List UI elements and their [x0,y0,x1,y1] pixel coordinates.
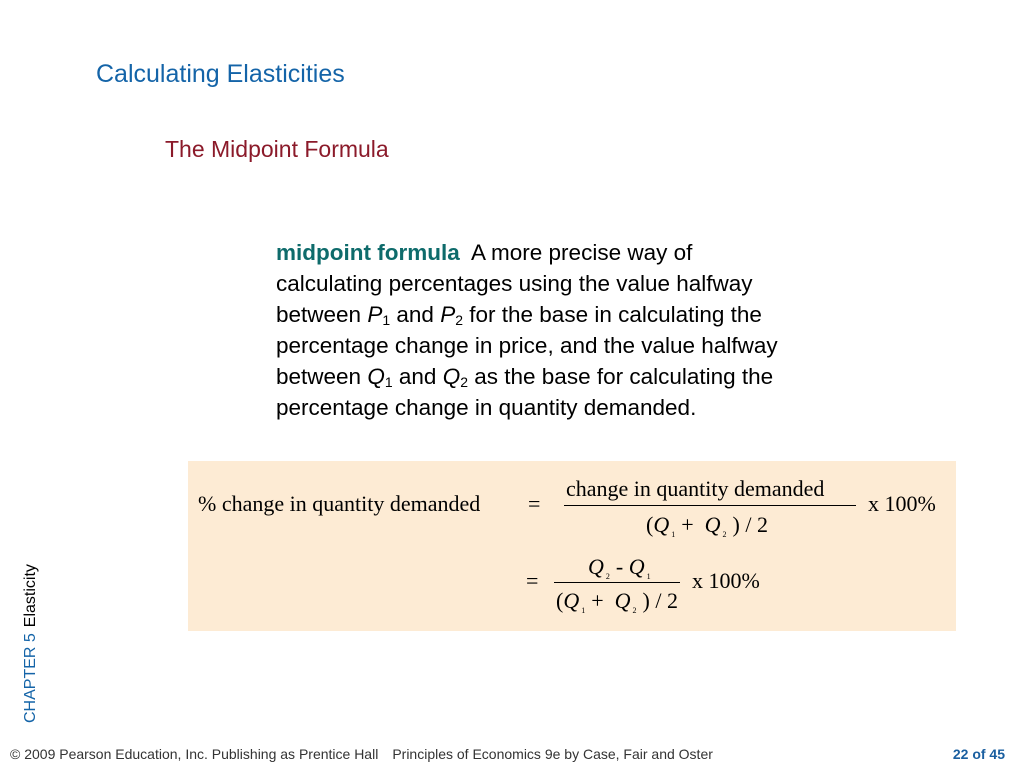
formula-numerator-1: change in quantity demanded [566,476,825,501]
definition-line-5-end: as the base for calculating the [468,364,774,389]
p-subscript-2: 2 [455,312,463,328]
footer-book-title: Principles of Economics 9e by Case, Fair and Oster [392,746,713,762]
definition-line-4: percentage change in price, and the value halfway [276,333,778,358]
definition-and-2: and [392,364,443,389]
page-number: 22 of 45 [952,746,1005,762]
slide-title: Calculating Elasticities [96,60,345,88]
p-subscript-1: 1 [382,312,391,328]
formula-times-1: x 100% [868,491,936,516]
footer-copyright: © 2009 Pearson Education, Inc. Publishing as Prentice Hall [10,746,379,762]
definition-line-3-end: for the base in calculating the [463,302,762,327]
fraction-bar-2 [554,582,680,583]
footer [10,746,713,762]
chapter-label: CHAPTER 5 [22,633,39,723]
definition-line-2: calculating percentages using the value halfway [276,271,753,296]
formula-denominator-2: (Q $_1$ + Q $_2$ ) / 2 [556,588,678,615]
definition-and-1: and [390,302,441,327]
definition-paragraph [276,237,866,423]
fraction-bar-1 [564,505,856,506]
formula-denominator-1: (Q $_1$ + Q $_2$ ) / 2 [646,512,768,539]
chapter-sidebar [22,564,40,723]
definition-line-3-start: between [276,302,368,327]
slide-subtitle: The Midpoint Formula [165,136,389,162]
formula-times-2: x 100% [692,568,760,593]
p-symbol-2: P [440,302,456,327]
formula-equals-2: = [526,568,539,593]
chapter-topic: Elasticity [22,564,39,628]
p-symbol-1: P [367,302,383,327]
formula-lhs: % change in quantity demanded [198,491,481,516]
q-subscript-1: 1 [384,374,393,390]
definition-line-6: percentage change in quantity demanded. [276,395,697,420]
definition-line-1: A more precise way of [471,240,693,265]
formula-equals-1: = [528,491,541,516]
formula-numerator-2: Q $_2$ - Q $_1$ [588,554,651,581]
formula-box [188,461,956,631]
q-symbol-2: Q [442,364,461,389]
definition-line-5-start: between [276,364,368,389]
q-subscript-2: 2 [460,374,468,390]
definition-term: midpoint formula [276,240,460,265]
q-symbol-1: Q [367,364,385,389]
